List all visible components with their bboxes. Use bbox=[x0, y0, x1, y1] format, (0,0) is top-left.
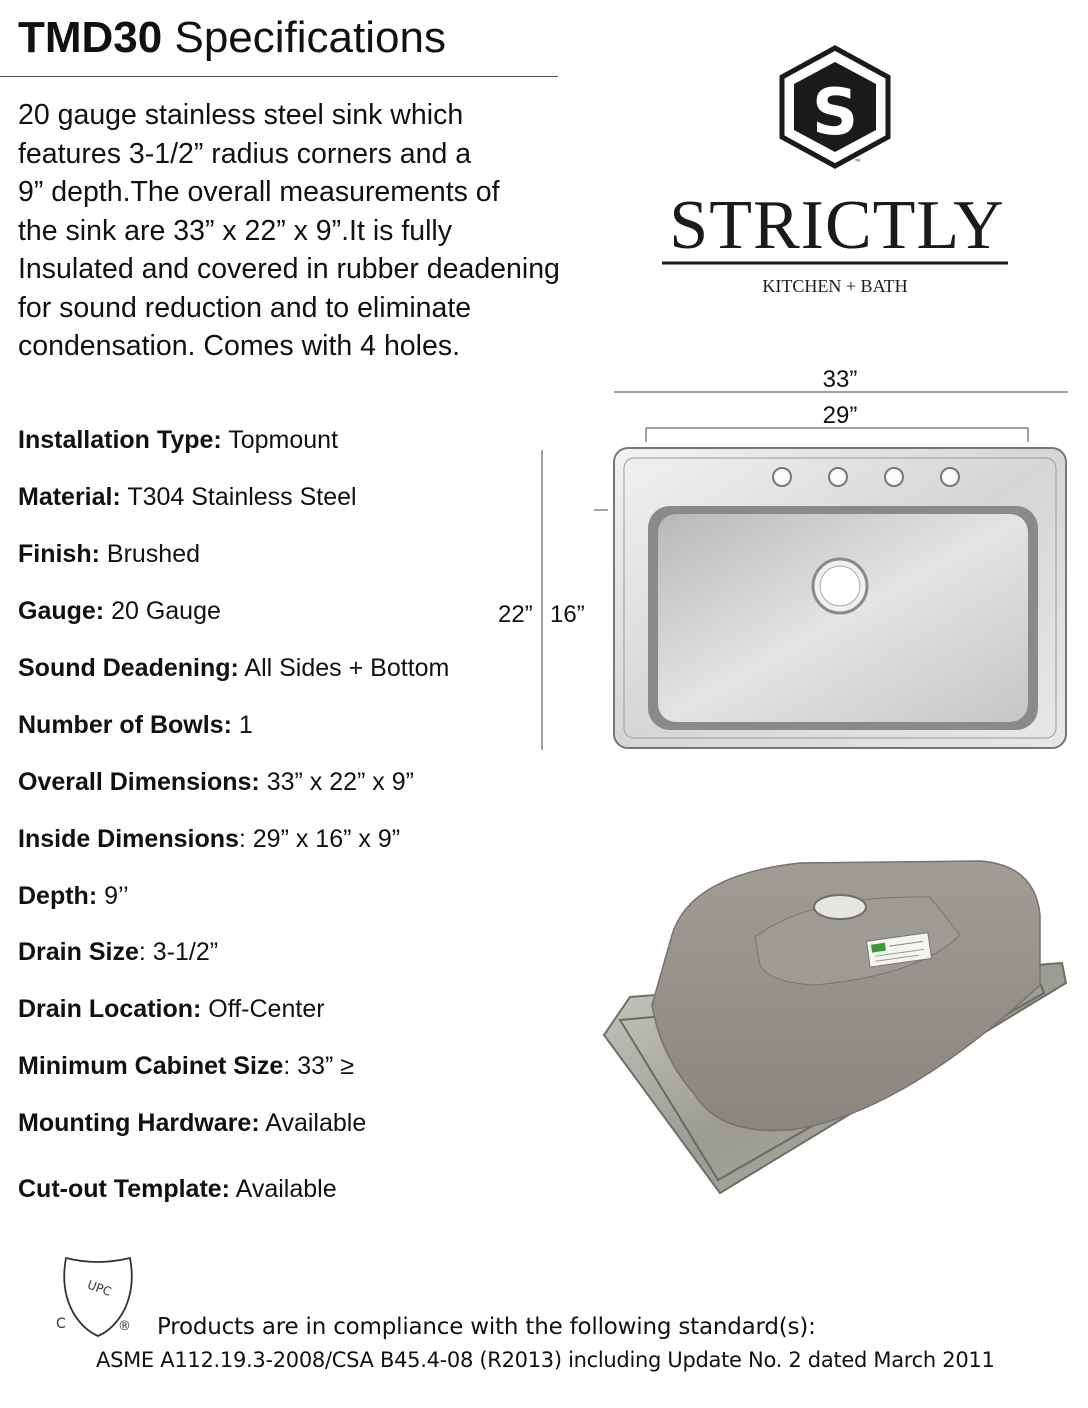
spec-label: Inside Dimensions bbox=[18, 825, 239, 853]
spec-label: Cut-out Template: bbox=[18, 1175, 231, 1203]
inside-depth-label: 16” bbox=[550, 601, 585, 628]
overall-depth-label: 22” bbox=[498, 601, 533, 628]
spec-value: : 29” x 16” x 9” bbox=[238, 825, 401, 853]
dimension-drawing bbox=[490, 360, 1080, 760]
spec-label: Material: bbox=[18, 483, 121, 511]
drain-opening bbox=[814, 895, 866, 919]
strictly-logo bbox=[650, 40, 1020, 310]
spec-value: Available bbox=[235, 1175, 337, 1203]
spec-value: Off-Center bbox=[208, 995, 325, 1023]
spec-drain-location bbox=[18, 994, 325, 1024]
spec-label: Installation Type: bbox=[18, 426, 222, 454]
spec-drain-size bbox=[18, 937, 218, 967]
drain-hole bbox=[820, 566, 860, 606]
spec-value: Available bbox=[265, 1109, 367, 1137]
spec-overall-dimensions bbox=[18, 767, 414, 797]
model-number: TMD30 bbox=[18, 13, 163, 62]
faucet-hole bbox=[829, 468, 847, 486]
title-text: Specifications bbox=[174, 13, 446, 62]
spec-sound-deadening bbox=[18, 653, 449, 683]
spec-mounting-hardware bbox=[18, 1108, 366, 1138]
title-divider bbox=[0, 76, 558, 77]
spec-value: 9’’ bbox=[104, 882, 129, 910]
spec-label: Drain Size bbox=[18, 938, 139, 966]
spec-value: 33” x 22” x 9” bbox=[266, 768, 414, 796]
spec-value: Brushed bbox=[106, 540, 201, 568]
sink-bowl bbox=[658, 514, 1028, 722]
spec-material bbox=[18, 482, 357, 512]
spec-installation-type bbox=[18, 425, 338, 455]
description-line: 9” depth.The overall measurements of bbox=[18, 176, 500, 208]
inside-width-label: 29” bbox=[822, 402, 858, 429]
product-description bbox=[18, 96, 638, 366]
spec-gauge bbox=[18, 596, 221, 626]
spec-value: : 3-1/2” bbox=[138, 938, 219, 966]
spec-label: Mounting Hardware: bbox=[18, 1109, 260, 1137]
sink-underside-photo bbox=[600, 855, 1080, 1200]
spec-number-of-bowls bbox=[18, 710, 253, 740]
spec-cutout-template bbox=[18, 1174, 337, 1204]
spec-depth bbox=[18, 881, 129, 911]
spec-label: Drain Location: bbox=[18, 995, 202, 1023]
faucet-hole bbox=[941, 468, 959, 486]
page-title bbox=[18, 10, 446, 66]
spec-value: 1 bbox=[238, 711, 253, 739]
registered-mark: ® bbox=[118, 1319, 131, 1334]
description-line: for sound reduction and to eliminate bbox=[18, 291, 472, 324]
logo-tm: ™ bbox=[854, 158, 862, 167]
compliance-standards: ASME A112.19.3-2008/CSA B45.4-08 (R2013) including Update No. 2 dated March 2011 bbox=[96, 1348, 995, 1372]
spec-label: Number of Bowls: bbox=[18, 711, 232, 739]
c-mark: C bbox=[56, 1316, 66, 1332]
overall-width-label: 33” bbox=[822, 366, 858, 393]
spec-label: Overall Dimensions: bbox=[18, 768, 260, 796]
spec-value: : 33” ≥ bbox=[283, 1052, 355, 1080]
faucet-hole bbox=[773, 468, 791, 486]
description-line: the sink are 33” x 22” x 9”.It is fully bbox=[18, 214, 452, 247]
spec-label: Minimum Cabinet Size bbox=[18, 1052, 284, 1080]
logo-brand: STRICTLY bbox=[669, 187, 1005, 264]
upc-text: UPC bbox=[85, 1277, 114, 1299]
compliance-statement: Products are in compliance with the following standard(s): bbox=[157, 1314, 816, 1340]
description-line: Insulated and covered in rubber deadening bbox=[18, 253, 560, 285]
description-line: condensation. Comes with 4 holes. bbox=[18, 330, 461, 362]
description-line: features 3-1/2” radius corners and a bbox=[18, 137, 472, 170]
spec-label: Finish: bbox=[18, 540, 100, 568]
spec-value: Topmount bbox=[228, 426, 339, 454]
spec-label: Sound Deadening: bbox=[18, 654, 239, 682]
spec-label: Gauge: bbox=[18, 597, 105, 625]
spec-value: 20 Gauge bbox=[111, 597, 221, 625]
spec-label: Depth: bbox=[18, 882, 98, 910]
description-line: 20 gauge stainless steel sink which bbox=[18, 99, 464, 131]
spec-minimum-cabinet-size bbox=[18, 1051, 354, 1081]
logo-letter: S bbox=[811, 76, 859, 150]
spec-value: All Sides + Bottom bbox=[244, 654, 450, 682]
spec-finish bbox=[18, 539, 200, 569]
logo-tagline: KITCHEN + BATH bbox=[762, 276, 908, 296]
faucet-hole bbox=[885, 468, 903, 486]
spec-inside-dimensions bbox=[18, 824, 400, 854]
upc-certification-mark bbox=[52, 1252, 152, 1342]
spec-value: T304 Stainless Steel bbox=[127, 483, 357, 511]
